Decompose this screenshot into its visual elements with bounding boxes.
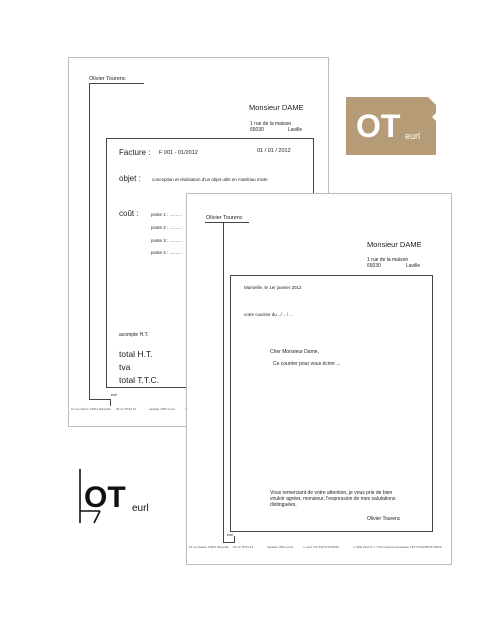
footer-capital: capitale 1000 euros — [267, 545, 294, 549]
header-rule — [205, 222, 249, 223]
footer-phone: 06 12 78 93 24 — [233, 545, 254, 549]
facture-number: F 001 - 01/2012 — [159, 150, 198, 156]
recipient-name: Monsieur DAME — [249, 103, 304, 112]
ot-logo-line — [74, 467, 174, 527]
margin-rule — [89, 83, 90, 399]
closing-line-2: vouloir agréer, monsieur, l'expression de mes salutations — [270, 496, 396, 502]
recipient-street: 1 rue de la maison — [367, 257, 409, 263]
footer-siret: n. siret 712 345 678 00019 — [303, 545, 339, 549]
letter-body: Ce courrier pour vous écrire ... — [273, 361, 341, 367]
invoice-date: 01 / 01 / 2012 — [257, 148, 291, 154]
closing-line-3: distinguées, — [270, 502, 297, 508]
total-ttc: total T.T.C. — [119, 375, 159, 385]
reference-line: votre courrier du ../ .. / ... — [244, 312, 294, 317]
cout-label: coût : — [119, 209, 139, 218]
objet-label: objet : — [119, 174, 141, 183]
recipient-name: Monsieur DAME — [367, 240, 422, 249]
author-name: Olivier Tourenc — [89, 76, 126, 82]
footer-rule — [89, 399, 111, 400]
recipient-city: Laville — [406, 263, 421, 269]
tab-rule — [110, 399, 111, 406]
objet-text: conception et réalisation d'un objet utile en matériau mixte — [152, 177, 268, 182]
total-ht: total H.T. — [119, 349, 153, 359]
tab-label: eurl — [227, 533, 233, 537]
salutation: Cher Monsieur Dame, — [270, 349, 319, 355]
closing-line-1: Vous remerciant de votre attention, je vous prie de bien — [270, 490, 393, 496]
logo-color-letters: OT — [356, 108, 401, 144]
letter-page — [186, 193, 452, 565]
recipient-postcode: 65030 — [250, 127, 264, 133]
logo-line-suffix: eurl — [132, 503, 149, 514]
footer-capital: capitale 1000 euros — [149, 407, 176, 411]
poste-4: poste 4 : .......... — [151, 250, 183, 255]
signature: Olivier Tourenc — [367, 516, 401, 522]
facture-label: Facture : — [119, 148, 151, 157]
ot-logo-color — [346, 97, 436, 155]
margin-rule — [223, 222, 224, 542]
logo-color-suffix: eurl — [405, 131, 421, 141]
footer-address: 10 rue Sainte 13001 Marseille — [189, 545, 229, 549]
recipient-city: Laville — [288, 127, 303, 133]
recipient-postcode: 65030 — [367, 263, 381, 269]
tab-label: eurl — [111, 393, 117, 397]
logo-line-letters: OT — [84, 481, 126, 514]
footer-address: 10 rue Sainte 13001 Marseille — [71, 407, 111, 411]
tab-rule — [234, 536, 235, 543]
poste-1: poste 1 : .......... — [151, 212, 183, 217]
footer-tva: n. TVA intracommunautaire FR77712345678 00019 — [373, 545, 442, 549]
acompte-label: acompte H.T. — [119, 332, 149, 338]
header-rule — [89, 83, 144, 84]
poste-3: poste 3 : .......... — [151, 238, 183, 243]
author-name: Olivier Tourenc — [206, 215, 243, 221]
footer-phone: 06 12 78 93 24 — [116, 407, 137, 411]
poste-2: poste 2 : .......... — [151, 225, 183, 230]
footer-ape: n. APE 2312 Z — [353, 545, 373, 549]
tva-label: tva — [119, 362, 131, 372]
recipient-street: 1 rue de la maison — [250, 121, 292, 127]
date-line: Marseille, le 1er janvier 2012 — [244, 285, 302, 290]
